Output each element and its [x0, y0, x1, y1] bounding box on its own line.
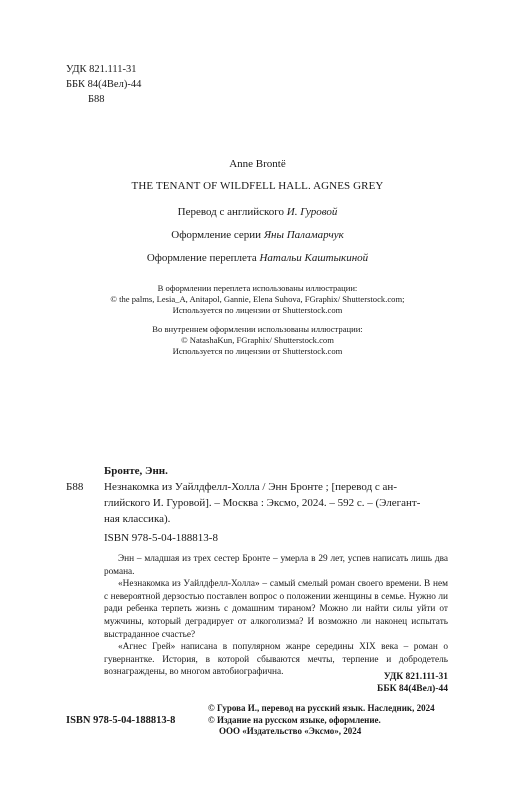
bbk-code: ББК 84(4Вел)-44 — [66, 79, 142, 90]
cover-design-credit — [0, 252, 515, 264]
original-title: THE TENANT OF WILDFELL HALL. AGNES GREY — [131, 180, 384, 192]
cover-illustrations-credit — [0, 283, 515, 316]
translation-credit — [0, 206, 515, 218]
copyright-line: © Гурова И., перевод на русский язык. Наследник, 2024 — [208, 703, 435, 713]
udk-code-bottom: УДК 821.111-31 — [383, 672, 448, 682]
series-label: Оформление серии — [171, 229, 264, 241]
copyright-line: © Издание на русском языке, оформление. — [208, 714, 381, 725]
cover-illustrations-line: Используется по лицензии от Shutterstock.com — [172, 305, 343, 315]
inner-illustrations-line: Используется по лицензии от Shutterstock.com — [172, 346, 343, 356]
udk-code: УДК 821.111-31 — [66, 64, 137, 75]
bbk-code-bottom: ББК 84(4Вел)-44 — [377, 684, 448, 694]
bibliography-line: ная классика). — [104, 513, 171, 525]
cover-illustrations-line: © the palms, Lesia_A, Anitapol, Gannie, Elena Suhova, FGraphix/ Shutterstock.com; — [110, 294, 405, 304]
annotation-paragraph: «Агнес Грей» написана в популярном жанре середины XIX века – роман о гувернантке. История, в которой сбываются мечты, терпение и добродетель вознаграждены, во многом автобиографична. — [104, 642, 448, 678]
series-design-credit — [0, 229, 515, 241]
original-author: Anne Brontё — [229, 158, 286, 170]
copyright-block — [208, 703, 435, 738]
inner-illustrations-credit — [0, 324, 515, 357]
annotation — [104, 553, 448, 679]
footer-isbn: ISBN 978-5-04-188813-8 — [66, 715, 176, 726]
inner-illustrations-line: © NatashaKun, FGraphix/ Shutterstock.com — [181, 335, 334, 345]
bibliography-heading: Бронте, Энн. — [104, 465, 168, 477]
cover-illustrations-line: В оформлении переплета использованы иллюстрации: — [157, 283, 358, 293]
bibliography-author-mark: Б88 — [66, 481, 84, 493]
bibliography-line: Незнакомка из Уайлдфелл-Холла / Энн Бронте ; [перевод с ан- — [104, 481, 397, 493]
series-designer-name: Яны Паламарчук — [263, 229, 344, 241]
annotation-paragraph: «Незнакомка из Уайлдфелл-Холла» – самый смелый роман своего времени. В нем с невероятной дерзостью поставлен вопрос о положении женщины в семье. Нужно ли ради ребенка терпеть жизнь с домашним тираном? Можно ли найти силы уйти от мужчины, который деградирует от алкоголизма? И возможно ли наконец испытать выстраданное счастье? — [104, 579, 448, 640]
copyright-line: ООО «Издательство «Эксмо», 2024 — [219, 726, 362, 736]
translation-label: Перевод с английского — [177, 206, 287, 218]
cover-designer-name: Натальи Каштыкиной — [259, 252, 369, 264]
translator-name: И. Гуровой — [286, 206, 338, 218]
inner-illustrations-line: Во внутреннем оформлении использованы иллюстрации: — [152, 324, 363, 334]
cover-label: Оформление переплета — [146, 252, 260, 264]
author-mark: Б88 — [88, 94, 105, 105]
annotation-paragraph: Энн – младшая из трех сестер Бронте – умерла в 29 лет, успев написать лишь два романа. — [104, 554, 448, 577]
bibliography-line: глийского И. Гуровой]. – Москва : Эксмо, 2024. – 592 с. – (Элегант- — [104, 497, 421, 509]
bibliography-isbn: ISBN 978-5-04-188813-8 — [104, 532, 218, 544]
